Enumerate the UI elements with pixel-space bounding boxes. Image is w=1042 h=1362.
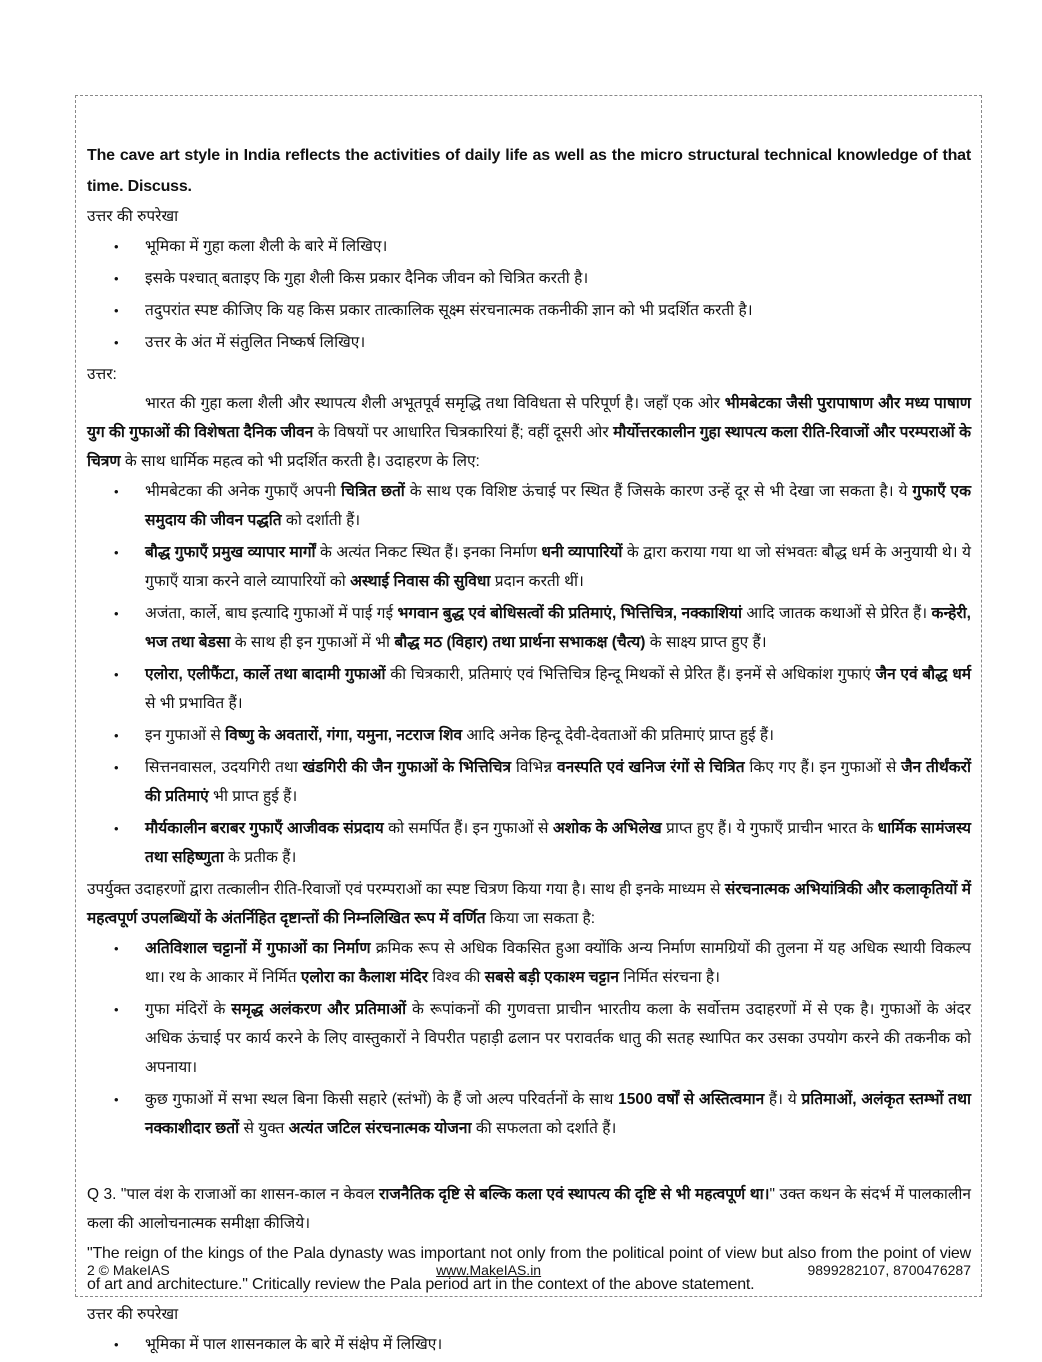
list-item bbox=[145, 934, 971, 992]
bold-text: चित्रित छतों bbox=[340, 483, 405, 500]
text-run: को समर्पित हैं। इन गुफाओं से bbox=[383, 820, 553, 837]
bold-text: विष्णु के अवतारों, गंगा, यमुना, नटराज शिव bbox=[225, 727, 463, 744]
bold-text: धार्मिक सामंजस्य तथा सहिष्णुता bbox=[145, 820, 971, 866]
text-run: इन गुफाओं से bbox=[145, 727, 226, 744]
text-run: के साक्ष्य प्राप्त हुए हैं। bbox=[645, 634, 767, 651]
q3-outline-heading: उत्तर की रुपरेखा bbox=[87, 1306, 179, 1323]
bold-text: प्रतिमाओं, अलंकृत स्तम्भों तथा नक्काशीदार छतों bbox=[145, 1091, 971, 1137]
text-run: किए गए हैं। इन गुफाओं से bbox=[744, 759, 902, 776]
list-item bbox=[145, 599, 971, 657]
text-run: प्राप्त हुए हैं। ये गुफाएँ प्राचीन भारत के bbox=[661, 820, 878, 837]
list-item bbox=[145, 753, 971, 811]
bold-text: अशोक के अभिलेख bbox=[552, 820, 662, 837]
outline-item: • भूमिका में पाल शासनकाल के बारे में संक्षेप में लिखिए। bbox=[145, 1330, 971, 1359]
bold-text: बौद्ध मठ (विहार) तथा प्रार्थना सभाकक्ष (चैत्य) bbox=[394, 634, 646, 651]
text-run: विभिन्न bbox=[511, 759, 557, 776]
list-item bbox=[145, 721, 971, 750]
bold-text: धनी व्यापारियों bbox=[541, 544, 623, 561]
list-item bbox=[145, 660, 971, 718]
bold-text: जैन एवं बौद्ध धर्म bbox=[875, 666, 971, 683]
bold-text: अत्यंत जटिल संरचनात्मक योजना bbox=[288, 1120, 472, 1137]
footer-phones: 9899282107, 8700476287 bbox=[807, 1262, 971, 1278]
bold-text: जैन तीर्थंकरों की प्रतिमाएं bbox=[145, 759, 971, 805]
text-run: के साथ धार्मिक महत्व को भी प्रदर्शित करती है। उदाहरण के लिए: bbox=[120, 453, 480, 470]
text-run: के रूपांकनों की गुणवत्ता प्राचीन भारतीय कला के सर्वोत्तम उदाहरणों में से एक है। गुफाओं के अंदर अधिक ऊंचाई पर कार्य करने के लिए वास्तुकारों ने विपरीत पहाड़ी ढलान पर परावर्तक धातु की सतह स्थापित कर उसका उपयोग करने की तकनीक को अपनाया। bbox=[145, 1001, 972, 1076]
bold-text: मौर्योत्तरकालीन गुहा स्थापत्य कला रीति-रिवाजों और परम्पराओं के चित्रण bbox=[87, 424, 971, 470]
text-run: के साथ ही इन गुफाओं में भी bbox=[230, 634, 395, 651]
text-run: प्रदान करती थीं। bbox=[490, 573, 584, 590]
examples-list bbox=[87, 477, 971, 872]
page-footer bbox=[87, 1262, 971, 1278]
text-run: हैं। ये bbox=[764, 1091, 802, 1108]
text-run: गुफा मंदिरों के bbox=[145, 1001, 232, 1018]
text-run: Q 3. "पाल वंश के राजाओं का शासन-काल न केवल bbox=[87, 1186, 379, 1203]
bold-text: भीमबेटका जैसी पुरापाषाण और मध्य पाषाण युग की गुफाओं की विशेषता दैनिक जीवन bbox=[87, 395, 971, 441]
text-run: क्रमिक रूप से अधिक विकसित हुआ क्योंकि अन्य निर्माण सामग्रियों की तुलना में यह अधिक स्थायी विकल्प था। रथ के आकार में निर्मित bbox=[145, 940, 971, 986]
outline-item: • इसके पश्चात् बताइए कि गुहा शैली किस प्रकार दैनिक जीवन को चित्रित करती है। bbox=[145, 264, 971, 293]
text-run: भीमबेटका की अनेक गुफाएँ अपनी bbox=[145, 483, 341, 500]
text-run: की चित्रकारी, प्रतिमाएं एवं भित्तिचित्र हिन्दू मिथकों से प्रेरित हैं। इनमें से अधिकांश गुफाएं bbox=[385, 666, 876, 683]
list-item bbox=[145, 995, 971, 1082]
outline-item: • उत्तर के अंत में संतुलित निष्कर्ष लिखिए। bbox=[145, 328, 971, 357]
text-run: उपर्युक्त उदाहरणों द्वारा तत्कालीन रीति-रिवाजों एवं परम्पराओं का स्पष्ट चित्रण किया गया है। साथ ही इनके माध्यम से bbox=[87, 881, 725, 898]
bold-text: सबसे बड़ी एकाश्म चट्टान bbox=[484, 969, 619, 986]
list-item bbox=[145, 1085, 971, 1143]
bold-text: खंडगिरी की जैन गुफाओं के भित्तिचित्र bbox=[302, 759, 512, 776]
text-run: कुछ गुफाओं में सभा स्थल बिना किसी सहारे (स्तंभों) के हैं जो अल्प परिवर्तनों के साथ bbox=[145, 1091, 619, 1108]
bold-text: राजनैतिक दृष्टि से बल्कि कला एवं स्थापत्य की दृष्टि से भी महत्वपूर्ण था। bbox=[379, 1186, 770, 1203]
q3-question-hi bbox=[87, 1180, 971, 1238]
text-run: से भी प्रभावित हैं। bbox=[145, 695, 243, 712]
text-run: भी प्राप्त हुई हैं। bbox=[208, 788, 298, 805]
text-run: को दर्शाती हैं। bbox=[281, 512, 361, 529]
q3-outline-list bbox=[87, 1330, 971, 1359]
list-item bbox=[145, 538, 971, 596]
document-body bbox=[87, 140, 971, 1362]
bold-text: बौद्ध गुफाएँ प्रमुख व्यापार मार्गों bbox=[145, 544, 316, 561]
q3-question-en: "The reign of the kings of the Pala dynasty was important not only from the political point of view but also from the point of view of art and architecture." Critically review the Pala period art in the context of the above statement. bbox=[87, 1245, 971, 1293]
bold-text: अतिविशाल चट्टानों में गुफाओं का निर्माण bbox=[145, 940, 371, 957]
text-run: निर्मित संरचना है। bbox=[618, 969, 721, 986]
text-run: अजंता, कार्ले, बाघ इत्यादि गुफाओं में पाई गई bbox=[145, 605, 398, 622]
text-run: सित्तनवासल, उदयगिरी तथा bbox=[145, 759, 303, 776]
outline-item: • भूमिका में गुहा कला शैली के बारे में लिखिए। bbox=[145, 232, 971, 261]
text-run: भारत की गुहा कला शैली और स्थापत्य शैली अभूतपूर्व समृद्धि तथा विविधता से परिपूर्ण है। जहाँ एक ओर bbox=[145, 395, 725, 412]
answer-heading: उत्तर: bbox=[87, 366, 117, 383]
outline-item: • तदुपरांत स्पष्ट कीजिए कि यह किस प्रकार तात्कालिक सूक्ष्म संरचनात्मक तकनीकी ज्ञान को भी प्रदर्शित करती है। bbox=[145, 296, 971, 325]
text-run: आदि जातक कथाओं से प्रेरित हैं। bbox=[742, 605, 932, 622]
bold-text: भगवान बुद्ध एवं बोधिसत्वों की प्रतिमाएं, भित्तिचित्र, नक्काशियां bbox=[397, 605, 743, 622]
text-run: किया जा सकता है: bbox=[485, 910, 596, 927]
text-run: के प्रतीक हैं। bbox=[223, 849, 297, 866]
q2-outline-heading: उत्तर की रुपरेखा bbox=[87, 208, 179, 225]
text-run: के साथ एक विशिष्ट ऊंचाई पर स्थित हैं जिसके कारण उन्हें दूर से भी देखा जा सकता है। ये bbox=[404, 483, 913, 500]
bold-text: कन्हेरी, भज तथा बेडसा bbox=[145, 605, 971, 651]
text-run: के द्वारा कराया गया था जो संभवतः बौद्ध धर्म के अनुयायी थे। ये गुफाएँ यात्रा करने वाले व्यापारियों को bbox=[145, 544, 972, 590]
text-run: की सफलता को दर्शाते हैं। bbox=[471, 1120, 617, 1137]
answer-intro bbox=[87, 389, 971, 476]
list-item bbox=[145, 814, 971, 872]
bold-text: एलोरा का कैलाश मंदिर bbox=[300, 969, 428, 986]
bold-text: एलोरा, एलीफैंटा, कार्ले तथा बादामी गुफाओं bbox=[145, 666, 386, 683]
q2-question-en: The cave art style in India reflects the activities of daily life as well as the micro structural technical knowledge of that time. Discuss. bbox=[87, 147, 971, 195]
list-item bbox=[145, 477, 971, 535]
bold-text: मौर्यकालीन बराबर गुफाएँ आजीवक संप्रदाय bbox=[145, 820, 384, 837]
footer-website-link[interactable]: www.MakeIAS.in bbox=[436, 1262, 542, 1278]
bold-text: समृद्ध अलंकरण और प्रतिमाओं bbox=[231, 1001, 407, 1018]
bold-text: संरचनात्मक अभियांत्रिकी और कलाकृतियों में महत्वपूर्ण उपलब्धियों के अंतर्निहित दृष्टान्तों की निम्नलिखित रूप में वर्णित bbox=[87, 881, 971, 927]
structural-list bbox=[87, 934, 971, 1143]
bold-text: गुफाएँ एक समुदाय की जीवन पद्धति bbox=[145, 483, 971, 529]
text-run: के विषयों पर आधारित चित्रकारियां हैं; वहीं दूसरी ओर bbox=[313, 424, 614, 441]
text-run: विश्व की bbox=[428, 969, 485, 986]
text-run: के अत्यंत निकट स्थित हैं। इनका निर्माण bbox=[315, 544, 542, 561]
text-run: " उक्त कथन के संदर्भ में पालकालीन कला की आलोचनात्मक समीक्षा कीजिये। bbox=[87, 1186, 971, 1232]
text-run: से युक्त bbox=[239, 1120, 289, 1137]
bold-text: अस्थाई निवास की सुविधा bbox=[350, 573, 491, 590]
bold-text: 1500 वर्षों से अस्तित्वमान bbox=[618, 1091, 765, 1108]
q2-outline-list bbox=[87, 232, 971, 357]
bold-text: वनस्पति एवं खनिज रंगों से चित्रित bbox=[557, 759, 745, 776]
text-run: आदि अनेक हिन्दू देवी-देवताओं की प्रतिमाएं प्राप्त हुई हैं। bbox=[462, 727, 774, 744]
answer-bridge bbox=[87, 875, 971, 933]
footer-page-number: 2 © MakeIAS bbox=[87, 1262, 170, 1278]
